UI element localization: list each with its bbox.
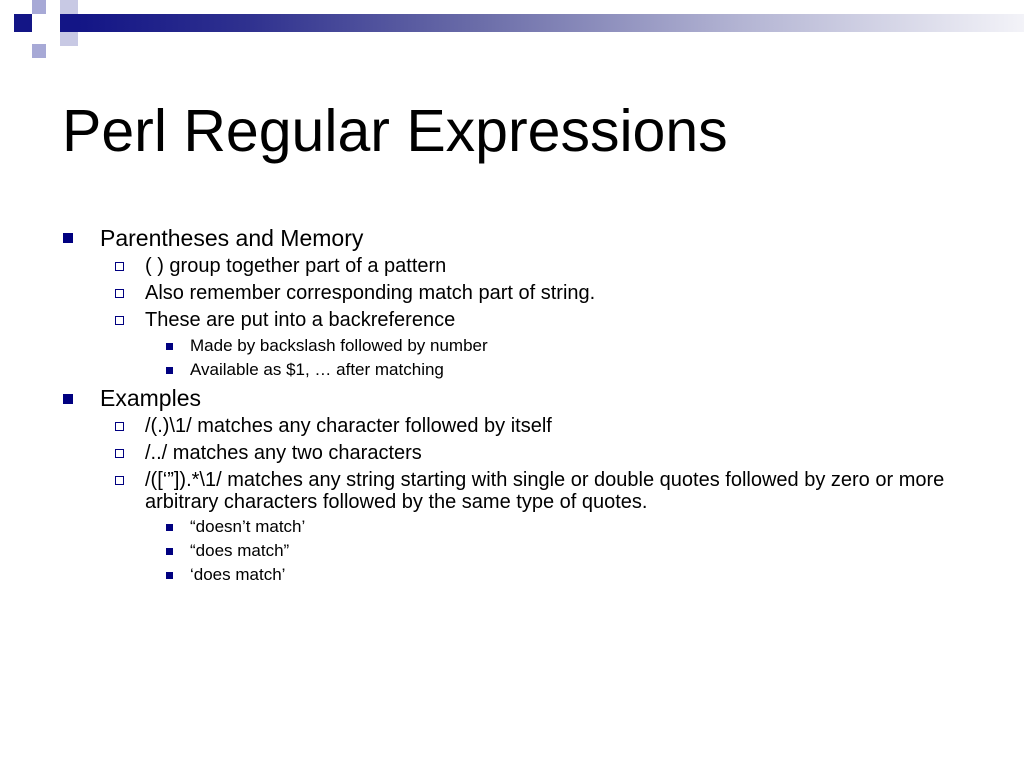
list-item: ( ) group together part of a pattern (145, 255, 447, 277)
sub-list-item: Available as $1, … after matching (190, 360, 444, 379)
square-dark (14, 14, 32, 32)
sub-list-item: ‘does match’ (190, 565, 286, 584)
slide-title: Perl Regular Expressions (62, 98, 728, 164)
small-square-bullet-icon (166, 524, 173, 531)
square-light (32, 0, 46, 14)
list-item: /([‘”]).*\1/ matches any string starting with single or double quotes followed by zero or more arbitrary characters followed by the same type of quotes. (145, 469, 945, 513)
list-item: /../ matches any two characters (145, 442, 422, 464)
square-pale (60, 0, 78, 14)
small-square-bullet-icon (166, 343, 173, 350)
list-item: /(.)\1/ matches any character followed by itself (145, 415, 552, 437)
hollow-square-bullet-icon (115, 449, 124, 458)
sub-list-item: Made by backslash followed by number (190, 336, 488, 355)
list-item: These are put into a backreference (145, 309, 456, 331)
bullet-square-icon (63, 394, 73, 404)
square-dark (60, 14, 78, 32)
section-heading: Examples (100, 385, 201, 411)
list-item: Also remember corresponding match part of string. (145, 282, 596, 304)
small-square-bullet-icon (166, 572, 173, 579)
square-white (46, 14, 60, 32)
sub-list-item: “does match” (190, 541, 290, 560)
square-pale (60, 32, 78, 46)
header-gradient-band (78, 14, 1024, 32)
hollow-square-bullet-icon (115, 316, 124, 325)
section-heading: Parentheses and Memory (100, 225, 364, 251)
hollow-square-bullet-icon (115, 422, 124, 431)
bullet-square-icon (63, 233, 73, 243)
hollow-square-bullet-icon (115, 476, 124, 485)
small-square-bullet-icon (166, 548, 173, 555)
sub-list-item: “doesn’t match’ (190, 517, 306, 536)
decorative-squares (0, 0, 90, 70)
hollow-square-bullet-icon (115, 262, 124, 271)
hollow-square-bullet-icon (115, 289, 124, 298)
small-square-bullet-icon (166, 367, 173, 374)
square-light (32, 44, 46, 58)
